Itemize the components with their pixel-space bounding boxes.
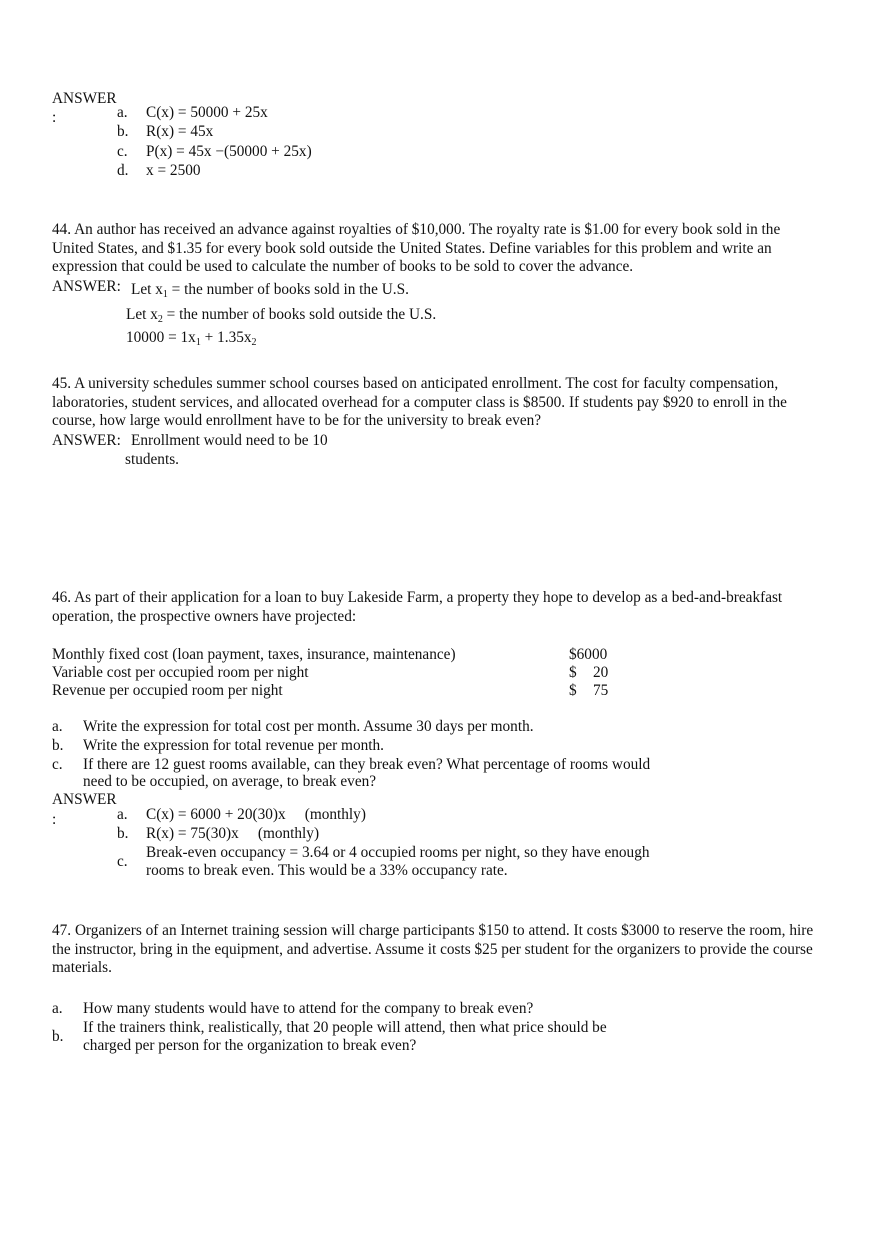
q44-answer-label: ANSWER: [52, 278, 121, 295]
q43-answer-label: ANSWER [52, 90, 117, 107]
q46-answer-letter: a. [117, 806, 128, 823]
q46-table-amount: 20 [593, 664, 609, 681]
q47-part-text-continued: charged per person for the organization to break even? [83, 1037, 417, 1054]
q46-part-text: Write the expression for total cost per month. Assume 30 days per month. [83, 718, 534, 735]
q46-table-currency: $ [569, 664, 577, 681]
q46-answer-text: R(x) = 75(30)x (monthly) [146, 825, 320, 842]
q43-item-letter: b. [117, 123, 129, 140]
q46-table-label: Revenue per occupied room per night [52, 682, 283, 699]
q47-part-letter: b. [52, 1028, 64, 1045]
q46-answer-label: ANSWER [52, 791, 117, 808]
q43-item-text: P(x) = 45x −(50000 + 25x) [146, 143, 312, 160]
q45-answer-line1: Enrollment would need to be 10 [131, 432, 328, 449]
q46-answer-letter: c. [117, 853, 128, 870]
q46-question: 46. As part of their application for a loan to buy Lakeside Farm, a property they hope to develop as a bed-and-breakfast operation, the prospective owners have projected: [52, 589, 783, 625]
q45-question: 45. A university schedules summer school courses based on anticipated enrollment. The cost for faculty compensation, laboratories, student services, and allocated overhead for a computer class is $8500. If students pay $920 to enroll in the course, how large would enrollment have to be for the university to break even? [52, 375, 787, 429]
q46-part-letter: a. [52, 718, 63, 735]
q46-part-letter: c. [52, 756, 63, 773]
q46-answer-text-continued: rooms to break even. This would be a 33% occupancy rate. [146, 862, 508, 879]
q46-part-text-continued: need to be occupied, on average, to break even? [83, 773, 377, 790]
q46-table-amount: 75 [593, 682, 609, 699]
q45-answer-label: ANSWER: [52, 432, 121, 449]
q47-question: 47. Organizers of an Internet training session will charge participants $150 to attend. It costs $3000 to reserve the room, hire the instructor, bring in the equipment, and advertise. Assume it costs $25 per student for the organizers to provide the course materials. [52, 922, 814, 976]
q43-item-letter: d. [117, 162, 129, 179]
q43-item-letter: a. [117, 104, 128, 121]
q43-item-text: x = 2500 [146, 162, 201, 179]
q47-part-text: How many students would have to attend for the company to break even? [83, 1000, 534, 1017]
q44-answer-equation: $10000 = 1x_1 + 1.35x_2$ [126, 329, 257, 348]
q46-answer-text: Break-even occupancy = 3.64 or 4 occupied rooms per night, so they have enough [146, 844, 650, 861]
q43-item-letter: c. [117, 143, 128, 160]
q46-part-text: Write the expression for total revenue per month. [83, 737, 384, 754]
q46-part-text: If there are 12 guest rooms available, can they break even? What percentage of rooms would [83, 756, 651, 773]
q46-answer-letter: b. [117, 825, 129, 842]
q46-table-label: Variable cost per occupied room per night [52, 664, 309, 681]
q46-table-currency: $6000 [569, 646, 608, 663]
q44-answer-line1: Let $x_1$ = the number of books sold in the U.S. [131, 281, 409, 300]
q43-answer-colon: : [52, 109, 57, 126]
q46-answer-text: C(x) = 6000 + 20(30)x (monthly) [146, 806, 366, 823]
q47-part-letter: a. [52, 1000, 63, 1017]
q46-table-label: Monthly fixed cost (loan payment, taxes, insurance, maintenance) [52, 646, 456, 663]
q45-answer-line2: students. [125, 451, 179, 468]
q46-answer-colon: : [52, 811, 57, 828]
q47-part-text: If the trainers think, realistically, that 20 people will attend, then what price should be [83, 1019, 607, 1036]
q43-item-text: C(x) = 50000 + 25x [146, 104, 268, 121]
q46-part-letter: b. [52, 737, 64, 754]
q44-answer-line2: Let $x_2$ = the number of books sold outside the U.S. [126, 306, 437, 325]
q44-question: 44. An author has received an advance against royalties of $10,000. The royalty rate is $1.00 for every book sold in the United States, and $1.35 for every book sold outside the United States. Define variables for this problem and write an expression that could be used to calculate the number of books to be sold to cover the advance. [52, 221, 781, 275]
q43-item-text: R(x) = 45x [146, 123, 214, 140]
q46-table-currency: $ [569, 682, 577, 699]
